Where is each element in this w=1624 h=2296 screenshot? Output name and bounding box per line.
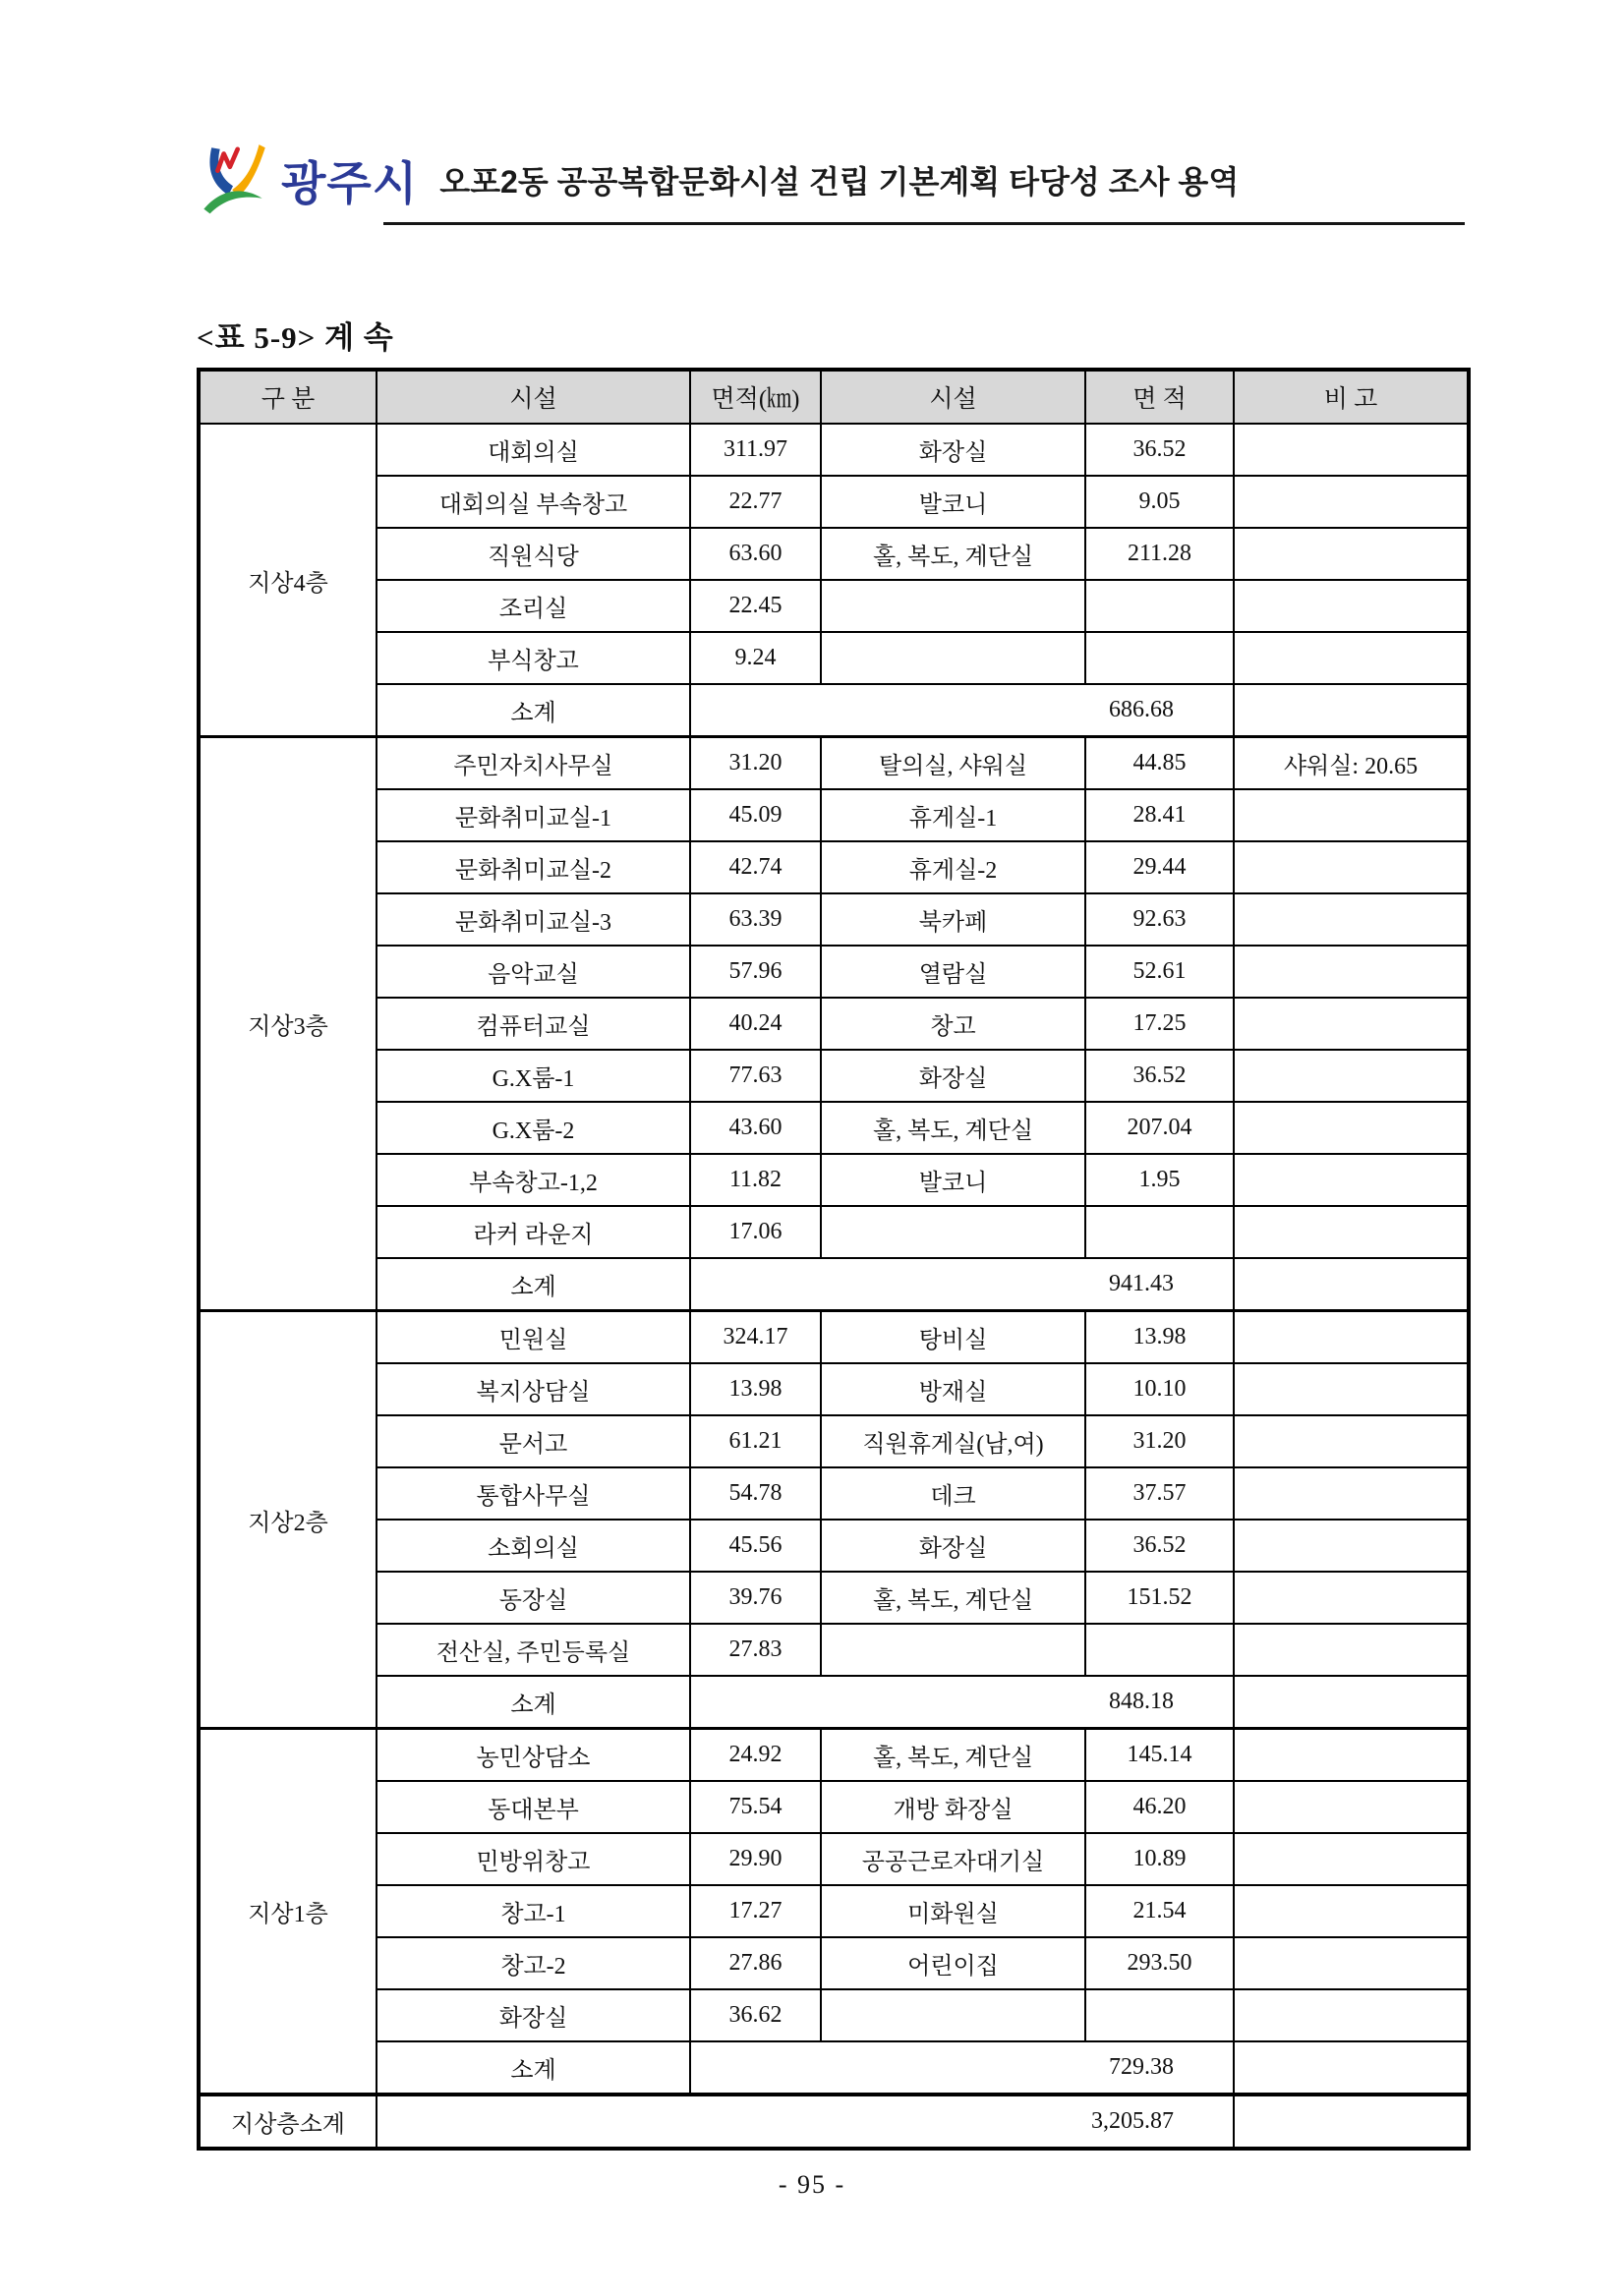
remark-cell	[1234, 2095, 1469, 2149]
facility-cell	[821, 580, 1085, 632]
remark-cell	[1234, 1833, 1469, 1885]
table-row	[199, 1415, 1469, 1467]
remark-cell	[1234, 528, 1469, 580]
area-cell: 28.41	[1085, 789, 1234, 841]
area-cell: 13.98	[690, 1363, 821, 1415]
facility-cell: 동장실	[377, 1572, 690, 1624]
table-row	[199, 528, 1469, 580]
document-header	[195, 141, 1239, 219]
document-title: 오포2동 공공복합문화시설 건립 기본계획 타당성 조사 용역	[439, 164, 1240, 200]
floor-cell: 지상3층	[199, 737, 377, 1311]
area-cell: 293.50	[1085, 1937, 1234, 1989]
floor-area-table	[197, 368, 1471, 2151]
area-cell: 52.61	[1085, 946, 1234, 998]
subtotal-label-cell: 소계	[377, 1676, 690, 1729]
facility-cell: 동대본부	[377, 1781, 690, 1833]
remark-cell	[1234, 684, 1469, 737]
table-row	[199, 1885, 1469, 1937]
table-row	[199, 1467, 1469, 1520]
area-cell: 31.20	[1085, 1415, 1234, 1467]
area-cell: 63.60	[690, 528, 821, 580]
area-cell: 207.04	[1085, 1102, 1234, 1154]
facility-cell: 대회의실	[377, 424, 690, 476]
floor-cell: 지상2층	[199, 1311, 377, 1729]
facility-cell: 방재실	[821, 1363, 1085, 1415]
table-row	[199, 580, 1469, 632]
facility-cell: 창고	[821, 998, 1085, 1050]
facility-cell: 휴게실-2	[821, 841, 1085, 893]
grandtotal-label-cell: 지상층소계	[199, 2095, 377, 2149]
facility-cell: 어린이집	[821, 1937, 1085, 1989]
area-cell	[1085, 1206, 1234, 1258]
logo-text: 광주시	[281, 156, 419, 209]
area-cell: 1.95	[1085, 1154, 1234, 1206]
facility-cell	[821, 1206, 1085, 1258]
area-cell: 63.39	[690, 893, 821, 946]
facility-cell: 화장실	[821, 1520, 1085, 1572]
remark-cell	[1234, 580, 1469, 632]
remark-cell	[1234, 424, 1469, 476]
facility-cell: 홀, 복도, 계단실	[821, 528, 1085, 580]
facility-cell: 농민상담소	[377, 1729, 690, 1782]
facility-cell: 발코니	[821, 1154, 1085, 1206]
area-cell: 10.10	[1085, 1363, 1234, 1415]
area-cell: 36.52	[1085, 1520, 1234, 1572]
area-cell	[1085, 1624, 1234, 1676]
area-cell: 37.57	[1085, 1467, 1234, 1520]
grandtotal-value-cell: 3,205.87	[377, 2095, 1234, 2149]
area-cell: 13.98	[1085, 1311, 1234, 1364]
header-row	[199, 370, 1469, 424]
facility-cell: 전산실, 주민등록실	[377, 1624, 690, 1676]
facility-cell: G.X룸-2	[377, 1102, 690, 1154]
remark-cell	[1234, 1415, 1469, 1467]
remark-cell	[1234, 1206, 1469, 1258]
remark-cell	[1234, 632, 1469, 684]
column-header-remarks: 비 고	[1234, 370, 1469, 424]
remark-cell: 샤워실: 20.65	[1234, 737, 1469, 790]
remark-cell	[1234, 476, 1469, 528]
facility-cell: 주민자치사무실	[377, 737, 690, 790]
table-row	[199, 1311, 1469, 1364]
table-row	[199, 946, 1469, 998]
subtotal-row	[199, 1676, 1469, 1729]
remark-cell	[1234, 1520, 1469, 1572]
subtotal-value-cell: 729.38	[690, 2041, 1234, 2095]
table-row	[199, 1781, 1469, 1833]
area-cell: 22.45	[690, 580, 821, 632]
area-cell: 36.62	[690, 1989, 821, 2041]
facility-cell: 컴퓨터교실	[377, 998, 690, 1050]
area-cell: 311.97	[690, 424, 821, 476]
facility-cell: 개방 화장실	[821, 1781, 1085, 1833]
remark-cell	[1234, 1937, 1469, 1989]
area-cell: 9.05	[1085, 476, 1234, 528]
remark-cell	[1234, 1885, 1469, 1937]
area-cell: 17.25	[1085, 998, 1234, 1050]
area-cell	[1085, 632, 1234, 684]
table-row	[199, 1363, 1469, 1415]
remark-cell	[1234, 841, 1469, 893]
facility-cell: 민방위창고	[377, 1833, 690, 1885]
remark-cell	[1234, 893, 1469, 946]
table-row	[199, 1206, 1469, 1258]
area-cell: 92.63	[1085, 893, 1234, 946]
area-cell: 61.21	[690, 1415, 821, 1467]
facility-cell: 조리실	[377, 580, 690, 632]
facility-cell: 문서고	[377, 1415, 690, 1467]
area-cell: 22.77	[690, 476, 821, 528]
table-body	[199, 424, 1469, 2149]
column-header-area-2: 면 적	[1085, 370, 1234, 424]
area-cell: 324.17	[690, 1311, 821, 1364]
subtotal-value-cell: 941.43	[690, 1258, 1234, 1311]
remark-cell	[1234, 1154, 1469, 1206]
facility-cell	[821, 1989, 1085, 2041]
area-cell	[1085, 1989, 1234, 2041]
table-row	[199, 424, 1469, 476]
column-header-area-1: 면적(㎞)	[690, 370, 821, 424]
area-cell: 145.14	[1085, 1729, 1234, 1782]
header-divider	[383, 222, 1465, 225]
remark-cell	[1234, 1781, 1469, 1833]
area-cell: 21.54	[1085, 1885, 1234, 1937]
table-row	[199, 1572, 1469, 1624]
area-cell: 39.76	[690, 1572, 821, 1624]
table-row	[199, 1154, 1469, 1206]
floor-cell: 지상4층	[199, 424, 377, 737]
remark-cell	[1234, 1467, 1469, 1520]
area-cell: 77.63	[690, 1050, 821, 1102]
remark-cell	[1234, 1624, 1469, 1676]
facility-cell: 북카페	[821, 893, 1085, 946]
remark-cell	[1234, 1989, 1469, 2041]
remark-cell	[1234, 2041, 1469, 2095]
facility-cell: 민원실	[377, 1311, 690, 1364]
subtotal-row	[199, 2041, 1469, 2095]
area-cell: 17.06	[690, 1206, 821, 1258]
area-cell: 27.83	[690, 1624, 821, 1676]
facility-cell	[821, 1624, 1085, 1676]
area-cell: 151.52	[1085, 1572, 1234, 1624]
facility-cell: 화장실	[821, 424, 1085, 476]
table-row	[199, 1050, 1469, 1102]
remark-cell	[1234, 1363, 1469, 1415]
column-header-category: 구 분	[199, 370, 377, 424]
area-cell: 29.44	[1085, 841, 1234, 893]
subtotal-label-cell: 소계	[377, 2041, 690, 2095]
remark-cell	[1234, 1729, 1469, 1782]
facility-cell: 데크	[821, 1467, 1085, 1520]
facility-cell: 통합사무실	[377, 1467, 690, 1520]
table-caption: <표 5-9> 계 속	[197, 320, 394, 355]
remark-cell	[1234, 1311, 1469, 1364]
remark-cell	[1234, 1676, 1469, 1729]
area-cell: 54.78	[690, 1467, 821, 1520]
subtotal-label-cell: 소계	[377, 684, 690, 737]
facility-cell: 소회의실	[377, 1520, 690, 1572]
area-cell: 24.92	[690, 1729, 821, 1782]
area-cell: 11.82	[690, 1154, 821, 1206]
remark-cell	[1234, 1050, 1469, 1102]
area-cell: 46.20	[1085, 1781, 1234, 1833]
facility-cell: 부식창고	[377, 632, 690, 684]
facility-cell: 공공근로자대기실	[821, 1833, 1085, 1885]
facility-cell: 창고-2	[377, 1937, 690, 1989]
area-cell: 17.27	[690, 1885, 821, 1937]
area-cell: 10.89	[1085, 1833, 1234, 1885]
remark-cell	[1234, 789, 1469, 841]
facility-cell: 홀, 복도, 계단실	[821, 1102, 1085, 1154]
table-row	[199, 1833, 1469, 1885]
area-cell: 27.86	[690, 1937, 821, 1989]
subtotal-label-cell: 소계	[377, 1258, 690, 1311]
table-row	[199, 998, 1469, 1050]
facility-cell: 홀, 복도, 계단실	[821, 1572, 1085, 1624]
area-cell: 42.74	[690, 841, 821, 893]
remark-cell	[1234, 1572, 1469, 1624]
facility-cell: 화장실	[377, 1989, 690, 2041]
facility-cell: 문화취미교실-2	[377, 841, 690, 893]
facility-cell: 직원식당	[377, 528, 690, 580]
area-cell: 36.52	[1085, 1050, 1234, 1102]
area-cell	[1085, 580, 1234, 632]
facility-cell: 복지상담실	[377, 1363, 690, 1415]
table-row	[199, 1729, 1469, 1782]
facility-cell: 발코니	[821, 476, 1085, 528]
table-row	[199, 737, 1469, 790]
column-header-facility-2: 시설	[821, 370, 1085, 424]
facility-cell: 대회의실 부속창고	[377, 476, 690, 528]
remark-cell	[1234, 946, 1469, 998]
table-row	[199, 1624, 1469, 1676]
table-row	[199, 1520, 1469, 1572]
area-cell: 31.20	[690, 737, 821, 790]
table-row	[199, 789, 1469, 841]
area-cell: 211.28	[1085, 528, 1234, 580]
facility-cell: 문화취미교실-1	[377, 789, 690, 841]
facility-cell: 미화원실	[821, 1885, 1085, 1937]
facility-cell: 창고-1	[377, 1885, 690, 1937]
facility-cell: 열람실	[821, 946, 1085, 998]
facility-cell: 음악교실	[377, 946, 690, 998]
gwangju-city-emblem-icon	[195, 141, 271, 219]
area-cell: 44.85	[1085, 737, 1234, 790]
facility-cell: 휴게실-1	[821, 789, 1085, 841]
facility-cell: 직원휴게실(남,여)	[821, 1415, 1085, 1467]
area-cell: 9.24	[690, 632, 821, 684]
area-cell: 40.24	[690, 998, 821, 1050]
column-header-facility-1: 시설	[377, 370, 690, 424]
table-row	[199, 893, 1469, 946]
area-cell: 75.54	[690, 1781, 821, 1833]
remark-cell	[1234, 1102, 1469, 1154]
table-row	[199, 476, 1469, 528]
table-row	[199, 1102, 1469, 1154]
remark-cell	[1234, 1258, 1469, 1311]
page-number: - 95 -	[778, 2170, 846, 2199]
facility-cell: 화장실	[821, 1050, 1085, 1102]
subtotal-row	[199, 684, 1469, 737]
facility-cell: 홀, 복도, 계단실	[821, 1729, 1085, 1782]
table-row	[199, 1989, 1469, 2041]
area-cell: 43.60	[690, 1102, 821, 1154]
area-cell: 45.09	[690, 789, 821, 841]
area-cell: 57.96	[690, 946, 821, 998]
facility-cell: 탕비실	[821, 1311, 1085, 1364]
area-cell: 45.56	[690, 1520, 821, 1572]
remark-cell	[1234, 998, 1469, 1050]
area-cell: 29.90	[690, 1833, 821, 1885]
floor-cell: 지상1층	[199, 1729, 377, 2095]
table-row	[199, 1937, 1469, 1989]
facility-cell: 부속창고-1,2	[377, 1154, 690, 1206]
facility-cell	[821, 632, 1085, 684]
grand-total-row	[199, 2095, 1469, 2149]
area-cell: 36.52	[1085, 424, 1234, 476]
subtotal-row	[199, 1258, 1469, 1311]
facility-cell: 라커 라운지	[377, 1206, 690, 1258]
facility-cell: 문화취미교실-3	[377, 893, 690, 946]
table-row	[199, 632, 1469, 684]
subtotal-value-cell: 686.68	[690, 684, 1234, 737]
subtotal-value-cell: 848.18	[690, 1676, 1234, 1729]
facility-cell: 탈의실, 샤워실	[821, 737, 1085, 790]
facility-cell: G.X룸-1	[377, 1050, 690, 1102]
table-container	[197, 368, 1471, 2151]
table-row	[199, 841, 1469, 893]
